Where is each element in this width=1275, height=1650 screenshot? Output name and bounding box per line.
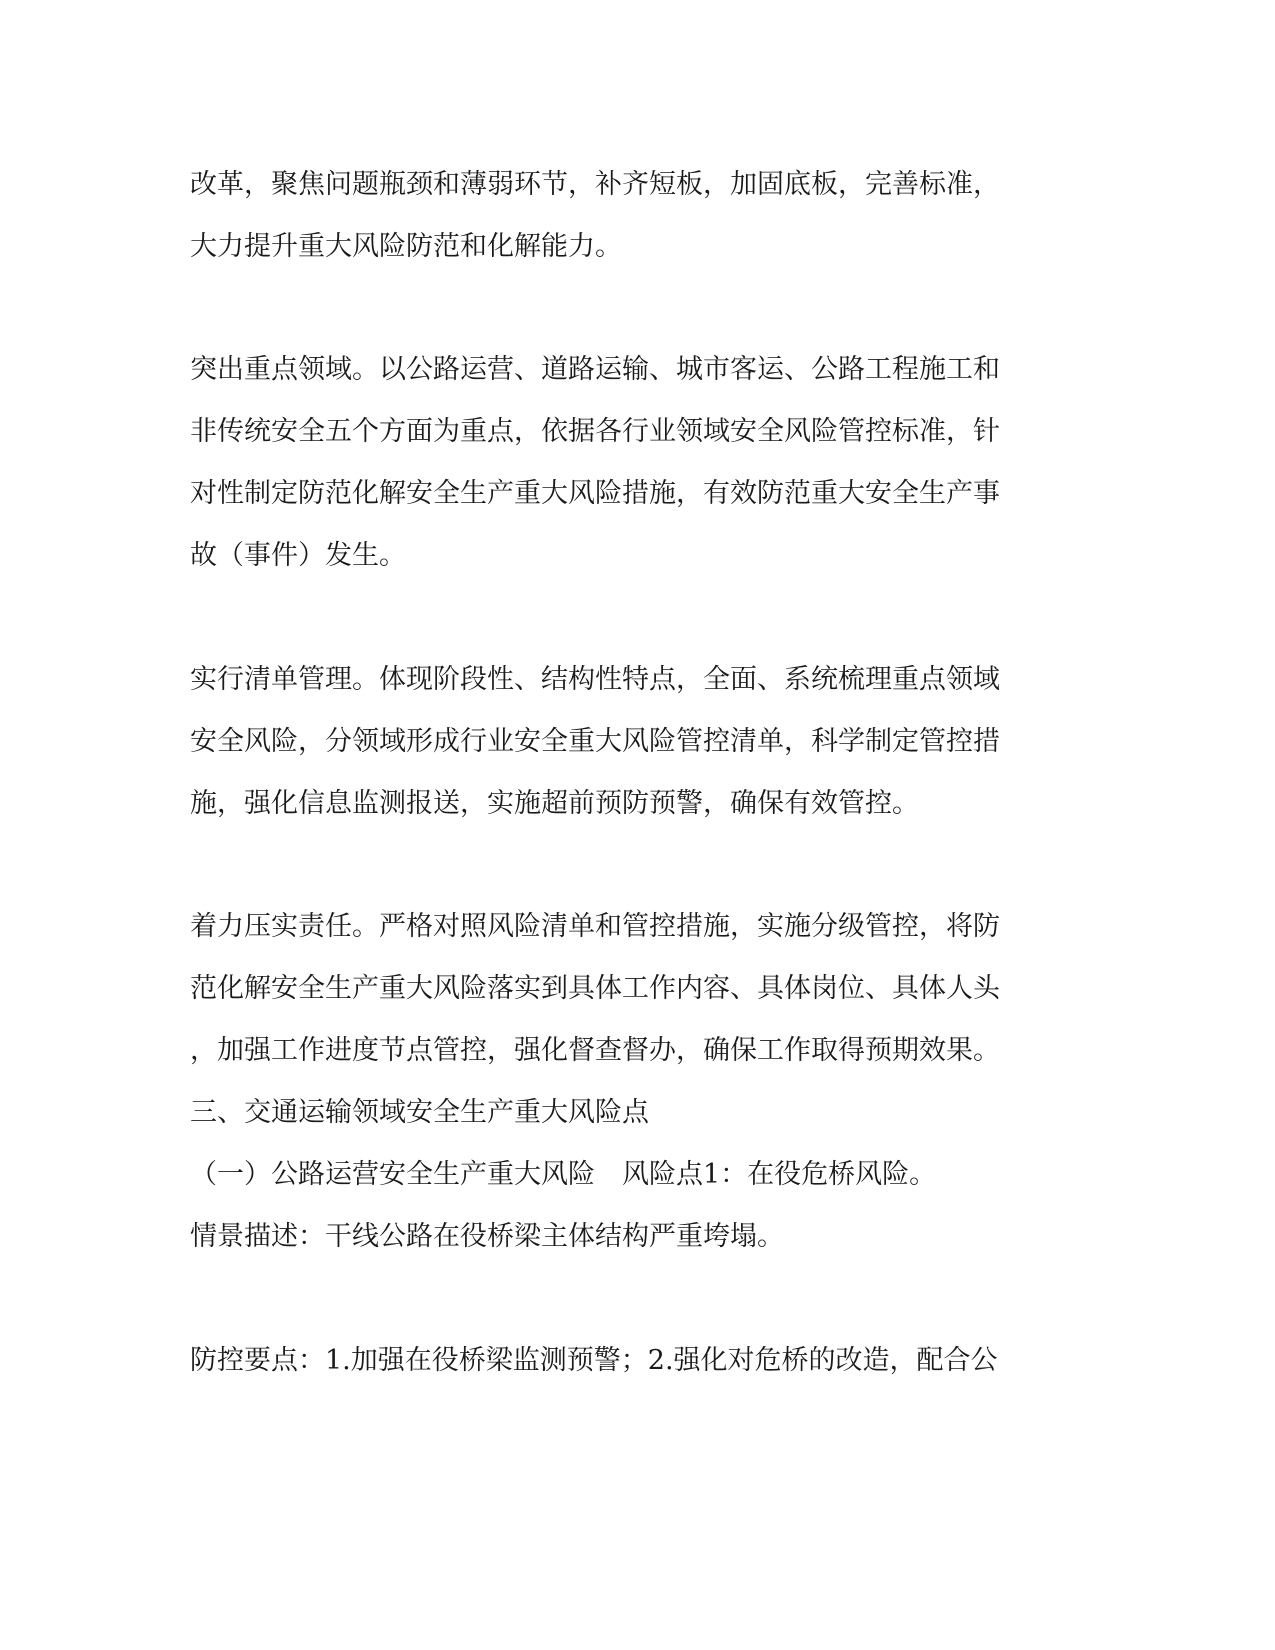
text-line: 改革，聚焦问题瓶颈和薄弱环节，补齐短板，加固底板，完善标准， [190, 169, 1000, 200]
section-heading: 三、交通运输领域安全生产重大风险点 [190, 1097, 649, 1128]
text-line: ，加强工作进度节点管控，强化督查督办，确保工作取得预期效果。 [190, 1035, 1000, 1066]
text-line: 安全风险，分领域形成行业安全重大风险管控清单，科学制定管控措 [190, 726, 1000, 757]
text-line: 大力提升重大风险防范和化解能力。 [190, 231, 622, 262]
text-line: 情景描述：干线公路在役桥梁主体结构严重垮塌。 [190, 1221, 784, 1252]
text-line: 故（事件）发生。 [190, 540, 406, 571]
text-line: 着力压实责任。严格对照风险清单和管控措施，实施分级管控，将防 [190, 911, 1000, 942]
text-line: 防控要点：1.加强在役桥梁监测预警；2.强化对危桥的改造，配合公 [190, 1345, 998, 1376]
text-line: 突出重点领域。以公路运营、道路运输、城市客运、公路工程施工和 [190, 354, 1000, 385]
text-line: 范化解安全生产重大风险落实到具体工作内容、具体岗位、具体人头 [190, 973, 1000, 1004]
text-line: 对性制定防范化解安全生产重大风险措施，有效防范重大安全生产事 [190, 478, 1000, 509]
text-line: 实行清单管理。体现阶段性、结构性特点，全面、系统梳理重点领域 [190, 664, 1000, 695]
text-line: 施，强化信息监测报送，实施超前预防预警，确保有效管控。 [190, 788, 919, 819]
text-line: （一）公路运营安全生产重大风险 风险点1：在役危桥风险。 [190, 1159, 937, 1190]
text-line: 非传统安全五个方面为重点，依据各行业领域安全风险管控标准，针 [190, 416, 1000, 447]
